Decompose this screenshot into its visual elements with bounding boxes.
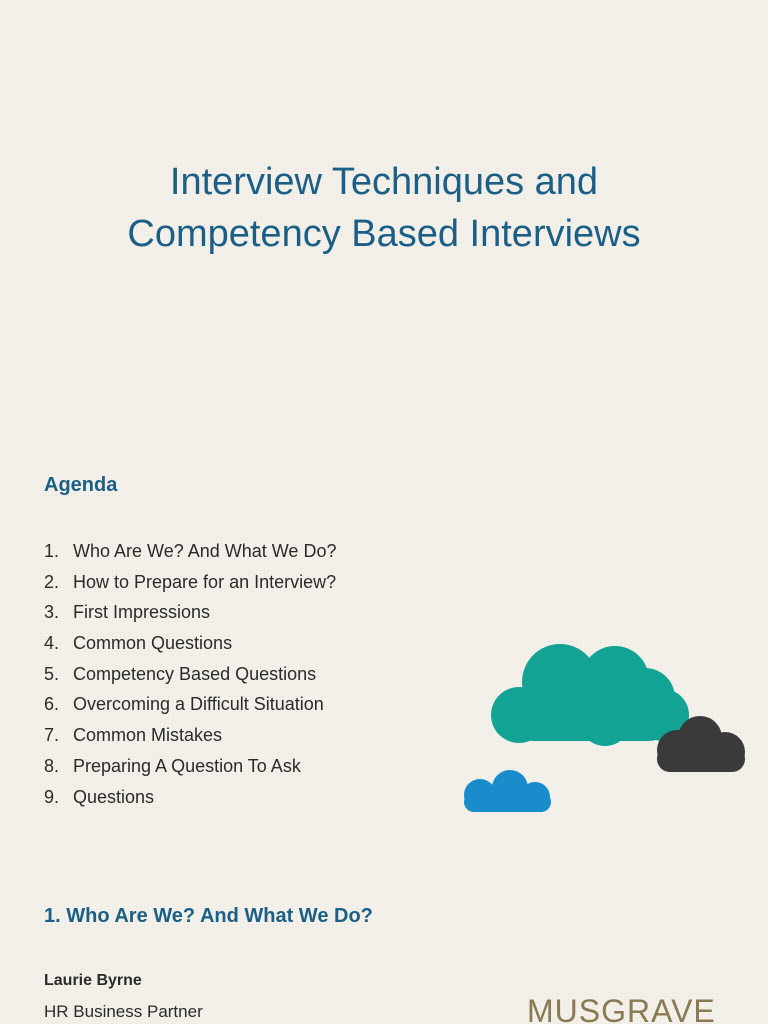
clouds-illustration <box>455 620 755 830</box>
agenda-item <box>44 753 336 784</box>
agenda-item <box>44 569 336 600</box>
agenda-item-label: Preparing A Question To Ask <box>73 755 301 776</box>
agenda-item-label: Who Are We? And What We Do? <box>73 541 337 561</box>
section-heading: 1. Who Are We? And What We Do? <box>44 905 373 927</box>
agenda-item-label: Questions <box>73 786 155 807</box>
agenda-item-number: 8. <box>44 755 60 776</box>
agenda-item-number: 2. <box>44 571 60 592</box>
agenda-item <box>44 661 336 692</box>
agenda-item-number: 5. <box>44 663 60 684</box>
agenda-item-number: 4. <box>44 633 60 654</box>
agenda-item-label: First Impressions <box>73 602 211 623</box>
agenda-item <box>44 599 336 630</box>
agenda-heading: Agenda <box>44 474 118 496</box>
agenda-item-number: 7. <box>44 725 60 746</box>
person-name: Laurie Byrne <box>44 972 142 989</box>
agenda-list <box>44 538 336 814</box>
agenda-item <box>44 722 336 753</box>
musgrave-logo: MUSGRAVE <box>527 993 716 1024</box>
agenda-item-label: Common Questions <box>73 633 233 654</box>
agenda-item-label: Competency Based Questions <box>73 663 317 684</box>
person-role: HR Business Partner <box>44 1002 203 1021</box>
agenda-item-label: How to Prepare for an Interview? <box>73 571 337 592</box>
agenda-item-label: Overcoming a Difficult Situation <box>73 694 324 715</box>
agenda-item-number: 9. <box>44 786 60 807</box>
title-line-2: Competency Based Interviews <box>127 213 641 255</box>
agenda-item <box>44 538 336 569</box>
agenda-item <box>44 630 336 661</box>
agenda-item-number: 6. <box>44 694 60 715</box>
agenda-item-number: 1. <box>44 541 60 561</box>
agenda-item <box>44 784 336 815</box>
title-line-1: Interview Techniques and <box>169 161 599 203</box>
agenda-item <box>44 691 336 722</box>
teal-cloud-icon <box>491 644 689 746</box>
blue-cloud-icon <box>464 770 551 812</box>
agenda-item-label: Common Mistakes <box>73 725 223 746</box>
agenda-item-number: 3. <box>44 602 60 623</box>
page-title <box>0 156 768 260</box>
